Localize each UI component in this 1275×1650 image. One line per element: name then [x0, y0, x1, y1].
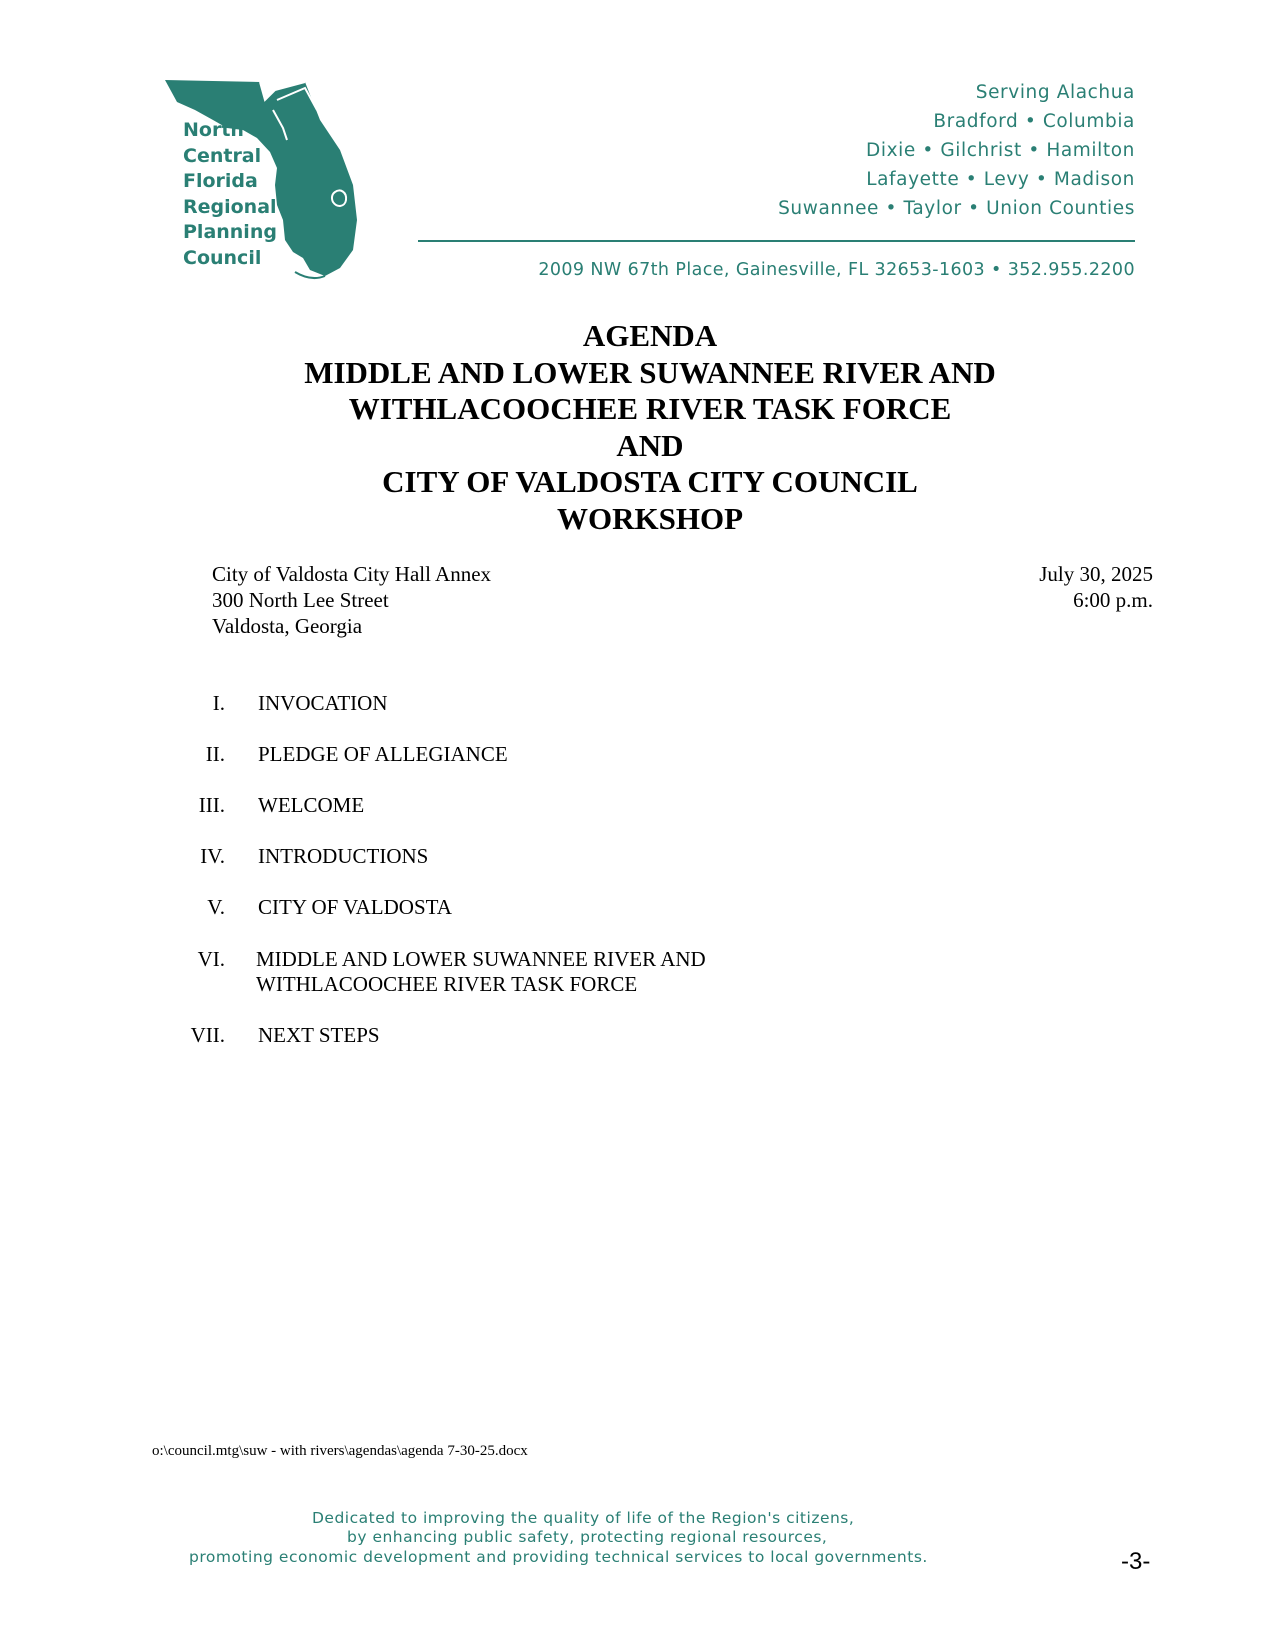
logo-line: Council — [183, 246, 262, 269]
meeting-time: 6:00 p.m. — [1073, 588, 1153, 612]
agenda-item-text: NEXT STEPS — [258, 1023, 380, 1047]
title-line: MIDDLE AND LOWER SUWANNEE RIVER AND — [304, 354, 996, 390]
logo-line: Planning — [183, 221, 277, 244]
agenda-title — [0, 318, 1275, 537]
location-line: 300 North Lee Street — [212, 588, 389, 612]
location-line: Valdosta, Georgia — [212, 614, 363, 638]
council-address: 2009 NW 67th Place, Gainesville, FL 32653-1603 • 352.955.2200 — [538, 260, 1135, 280]
title-line: WORKSHOP — [556, 500, 743, 536]
mission-line: Dedicated to improving the quality of life of the Region's citizens, — [312, 1509, 855, 1527]
agenda-item-text: INTRODUCTIONS — [258, 844, 429, 868]
logo-line: Regional — [183, 195, 277, 218]
mission-line: promoting economic development and providing technical services to local governments. — [189, 1548, 928, 1566]
county-line: Serving Alachua — [975, 82, 1135, 103]
agenda-item-number: III. — [198, 793, 225, 817]
counties-served — [778, 78, 1135, 223]
mission-line: by enhancing public safety, protecting regional resources, — [347, 1528, 828, 1546]
agenda-item-text: WITHLACOOCHEE RIVER TASK FORCE — [256, 972, 638, 996]
county-line: Lafayette • Levy • Madison — [866, 169, 1135, 190]
agenda-item-number: I. — [212, 691, 225, 715]
meeting-date: July 30, 2025 — [1039, 562, 1153, 586]
title-line: CITY OF VALDOSTA CITY COUNCIL — [382, 464, 918, 499]
council-logo — [165, 80, 375, 285]
meeting-location — [212, 561, 491, 639]
logo-line: Central — [183, 144, 262, 167]
agenda-item-text: INVOCATION — [258, 691, 388, 715]
title-line: WITHLACOOCHEE RIVER TASK FORCE — [348, 391, 952, 426]
logo-line: North — [183, 119, 244, 141]
logo-line: Florida — [183, 170, 258, 193]
agenda-item-text: PLEDGE OF ALLEGIANCE — [258, 742, 508, 766]
agenda-item-number: VII. — [190, 1023, 225, 1047]
header-divider — [418, 240, 1135, 242]
agenda-item-number: II. — [205, 742, 225, 766]
agenda-item-text: WELCOME — [258, 793, 365, 817]
county-line: Dixie • Gilchrist • Hamilton — [866, 140, 1135, 161]
agenda-item-text: MIDDLE AND LOWER SUWANNEE RIVER AND — [256, 947, 706, 971]
document-file-path: o:\council.mtg\suw - with rivers\agendas\agenda 7-30-25.docx — [152, 1443, 528, 1459]
logo-wordmark — [183, 118, 277, 272]
agenda-item-number: V. — [207, 895, 225, 919]
county-line: Bradford • Columbia — [933, 111, 1135, 132]
meeting-datetime — [1039, 561, 1153, 613]
agenda-item-number: IV. — [200, 844, 225, 868]
location-line: City of Valdosta City Hall Annex — [212, 562, 492, 586]
county-line: Suwannee • Taylor • Union Counties — [778, 198, 1135, 219]
agenda-item-number: VI. — [197, 947, 225, 971]
page-number: -3- — [1121, 1548, 1151, 1575]
agenda-item-text: CITY OF VALDOSTA — [258, 895, 452, 919]
title-line: AGENDA — [582, 318, 718, 353]
title-line: AND — [616, 427, 684, 463]
